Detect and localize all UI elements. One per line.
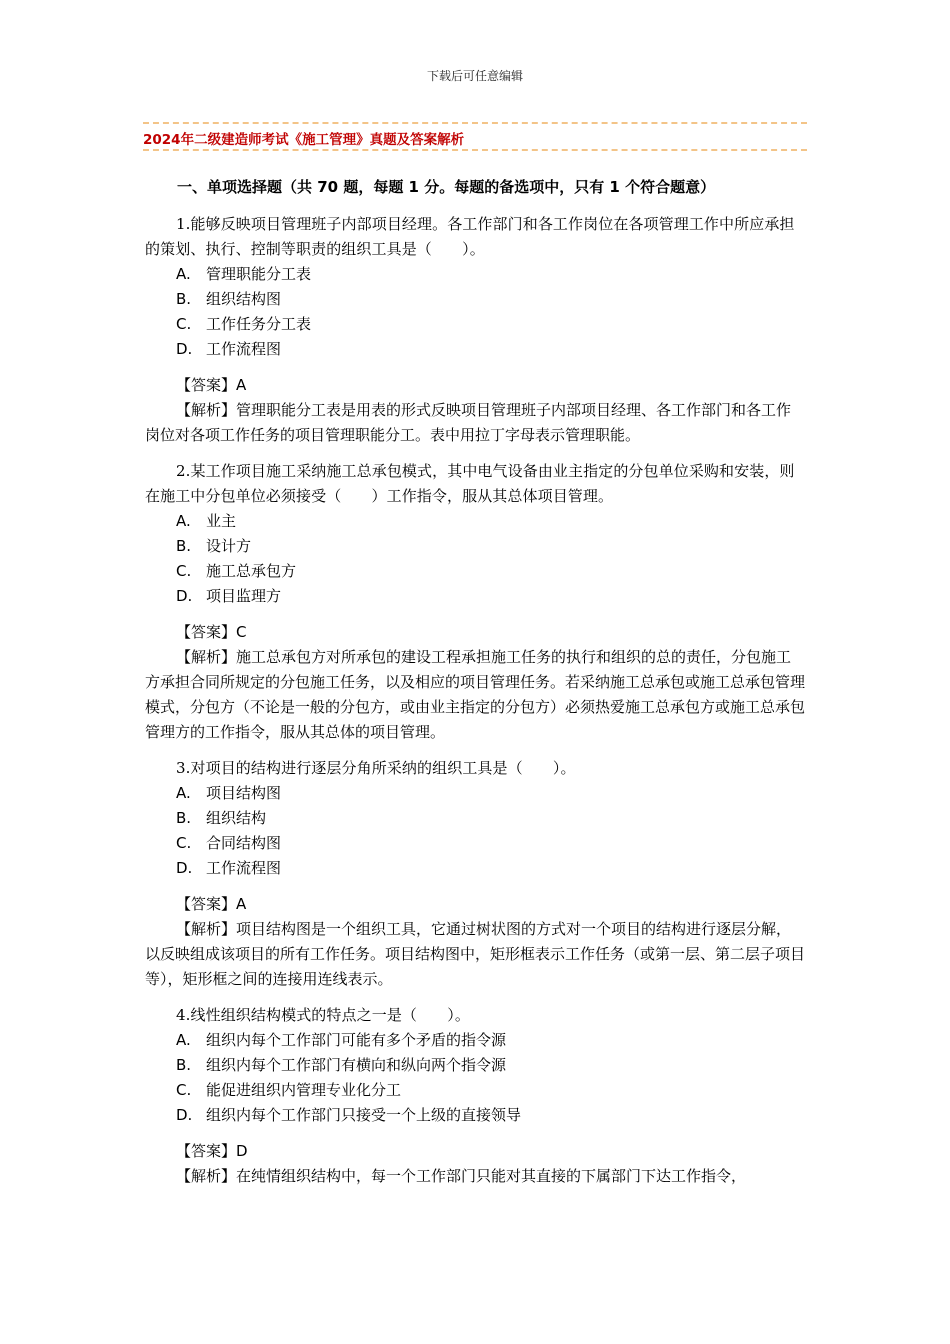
explanation-text: 在纯情组织结构中，每一个工作部门只能对其直接的下属部门下达工作指令， [236, 1167, 747, 1185]
option-text: 组织内每个工作部门可能有多个矛盾的指令源 [206, 1031, 507, 1049]
option-d [176, 856, 805, 881]
option-letter: D. [176, 587, 193, 605]
explanation [145, 917, 805, 992]
answer-line [145, 1139, 805, 1164]
option-letter: D. [176, 340, 193, 358]
answer-line [145, 892, 805, 917]
answer-tag: 【答案】 [176, 376, 237, 394]
option-a [176, 1028, 805, 1053]
option-text: 工作流程图 [206, 340, 282, 358]
option-letter: B. [176, 1056, 192, 1074]
option-text: 设计方 [206, 537, 252, 555]
option-d [176, 337, 805, 362]
option-letter: C. [176, 834, 192, 852]
question-1 [145, 212, 805, 448]
title-divider-top [143, 122, 807, 124]
option-letter: D. [176, 859, 193, 877]
option-b [176, 806, 805, 831]
document-title: 2024年二级建造师考试《施工管理》真题及答案解析 [143, 132, 465, 148]
question-stem: 1.能够反映项目管理班子内部项目经理。各工作部门和各工作岗位在各项管理工作中所应承担的策划、执行、控制等职责的组织工具是（ ）。 [145, 215, 795, 258]
option-text: 工作任务分工表 [206, 315, 312, 333]
option-letter: B. [176, 290, 192, 308]
option-letter: A. [176, 512, 191, 530]
answer-tag: 【答案】 [176, 1142, 237, 1160]
option-list [176, 1028, 805, 1128]
answer-value: A [236, 376, 247, 394]
question-stem: 2.某工作项目施工采纳施工总承包模式，其中电气设备由业主指定的分包单位采购和安装，则在施工中分包单位必须接受（ ）工作指令，服从其总体项目管理。 [145, 462, 795, 505]
option-b [176, 1053, 805, 1078]
explanation-tag: 【解析】 [176, 1167, 237, 1185]
option-letter: C. [176, 562, 192, 580]
answer-value: C [236, 623, 247, 641]
explanation-text: 管理职能分工表是用表的形式反映项目管理班子内部项目经理、各工作部门和各工作岗位对各项工作任务的项目管理职能分工。表中用拉丁字母表示管理职能。 [145, 401, 792, 444]
question-2 [145, 459, 805, 745]
option-c [176, 559, 805, 584]
question-4 [145, 1003, 805, 1189]
option-text: 组织结构图 [206, 290, 282, 308]
title-band [143, 122, 807, 152]
explanation-tag: 【解析】 [176, 920, 237, 938]
option-text: 组织内每个工作部门有横向和纵向两个指令源 [206, 1056, 507, 1074]
option-text: 组织内每个工作部门只接受一个上级的直接领导 [206, 1106, 522, 1124]
question-list [145, 212, 805, 1200]
question-stem: 4.线性组织结构模式的特点之一是（ ）。 [176, 1006, 470, 1024]
explanation-tag: 【解析】 [176, 401, 237, 419]
option-text: 工作流程图 [206, 859, 282, 877]
option-text: 组织结构 [206, 809, 267, 827]
explanation-tag: 【解析】 [176, 648, 237, 666]
explanation-text: 项目结构图是一个组织工具，它通过树状图的方式对一个项目的结构进行逐层分解，以反映组成该项目的所有工作任务。项目结构图中，矩形框表示工作任务（或第一层、第二层子项目等），矩形框之间的连接用连线表示。 [145, 920, 806, 988]
question-3 [145, 756, 805, 992]
option-list [176, 781, 805, 881]
answer-line [145, 373, 805, 398]
option-a [176, 262, 805, 287]
page-header-note: 下载后可任意编辑 [426, 69, 523, 83]
option-text: 项目结构图 [206, 784, 282, 802]
option-c [176, 312, 805, 337]
option-letter: C. [176, 1081, 192, 1099]
explanation [145, 1164, 805, 1189]
answer-tag: 【答案】 [176, 623, 237, 641]
answer-tag: 【答案】 [176, 895, 237, 913]
section-heading: 一、单项选择题（共 70 题，每题 1 分。每题的备选项中，只有 1 个符合题意） [177, 178, 716, 196]
option-a [176, 509, 805, 534]
option-letter: A. [176, 784, 191, 802]
option-d [176, 1103, 805, 1128]
option-text: 管理职能分工表 [206, 265, 312, 283]
title-divider-bottom [143, 149, 807, 151]
explanation-text: 施工总承包方对所承包的建设工程承担施工任务的执行和组织的总的责任，分包施工方承担合同所规定的分包施工任务，以及相应的项目管理任务。若采纳施工总承包或施工总承包管理模式，分包方（不论是一般的分包方，或由业主指定的分包方）必须热爱施工总承包方或施工总承包管理方的工作指令，服从其总体的项目管理。 [145, 648, 806, 741]
option-b [176, 534, 805, 559]
option-letter: C. [176, 315, 192, 333]
option-text: 业主 [206, 512, 237, 530]
option-c [176, 831, 805, 856]
explanation [145, 645, 805, 745]
option-letter: D. [176, 1106, 193, 1124]
answer-value: D [236, 1142, 248, 1160]
question-stem: 3.对项目的结构进行逐层分角所采纳的组织工具是（ ）。 [176, 759, 576, 777]
option-text: 项目监理方 [206, 587, 282, 605]
option-text: 合同结构图 [206, 834, 282, 852]
option-d [176, 584, 805, 609]
option-b [176, 287, 805, 312]
option-letter: B. [176, 809, 192, 827]
option-list [176, 262, 805, 362]
answer-value: A [236, 895, 247, 913]
option-text: 能促进组织内管理专业化分工 [206, 1081, 402, 1099]
option-letter: B. [176, 537, 192, 555]
option-a [176, 781, 805, 806]
option-text: 施工总承包方 [206, 562, 297, 580]
explanation [145, 398, 805, 448]
option-letter: A. [176, 265, 191, 283]
option-c [176, 1078, 805, 1103]
answer-line [145, 620, 805, 645]
option-letter: A. [176, 1031, 191, 1049]
option-list [176, 509, 805, 609]
